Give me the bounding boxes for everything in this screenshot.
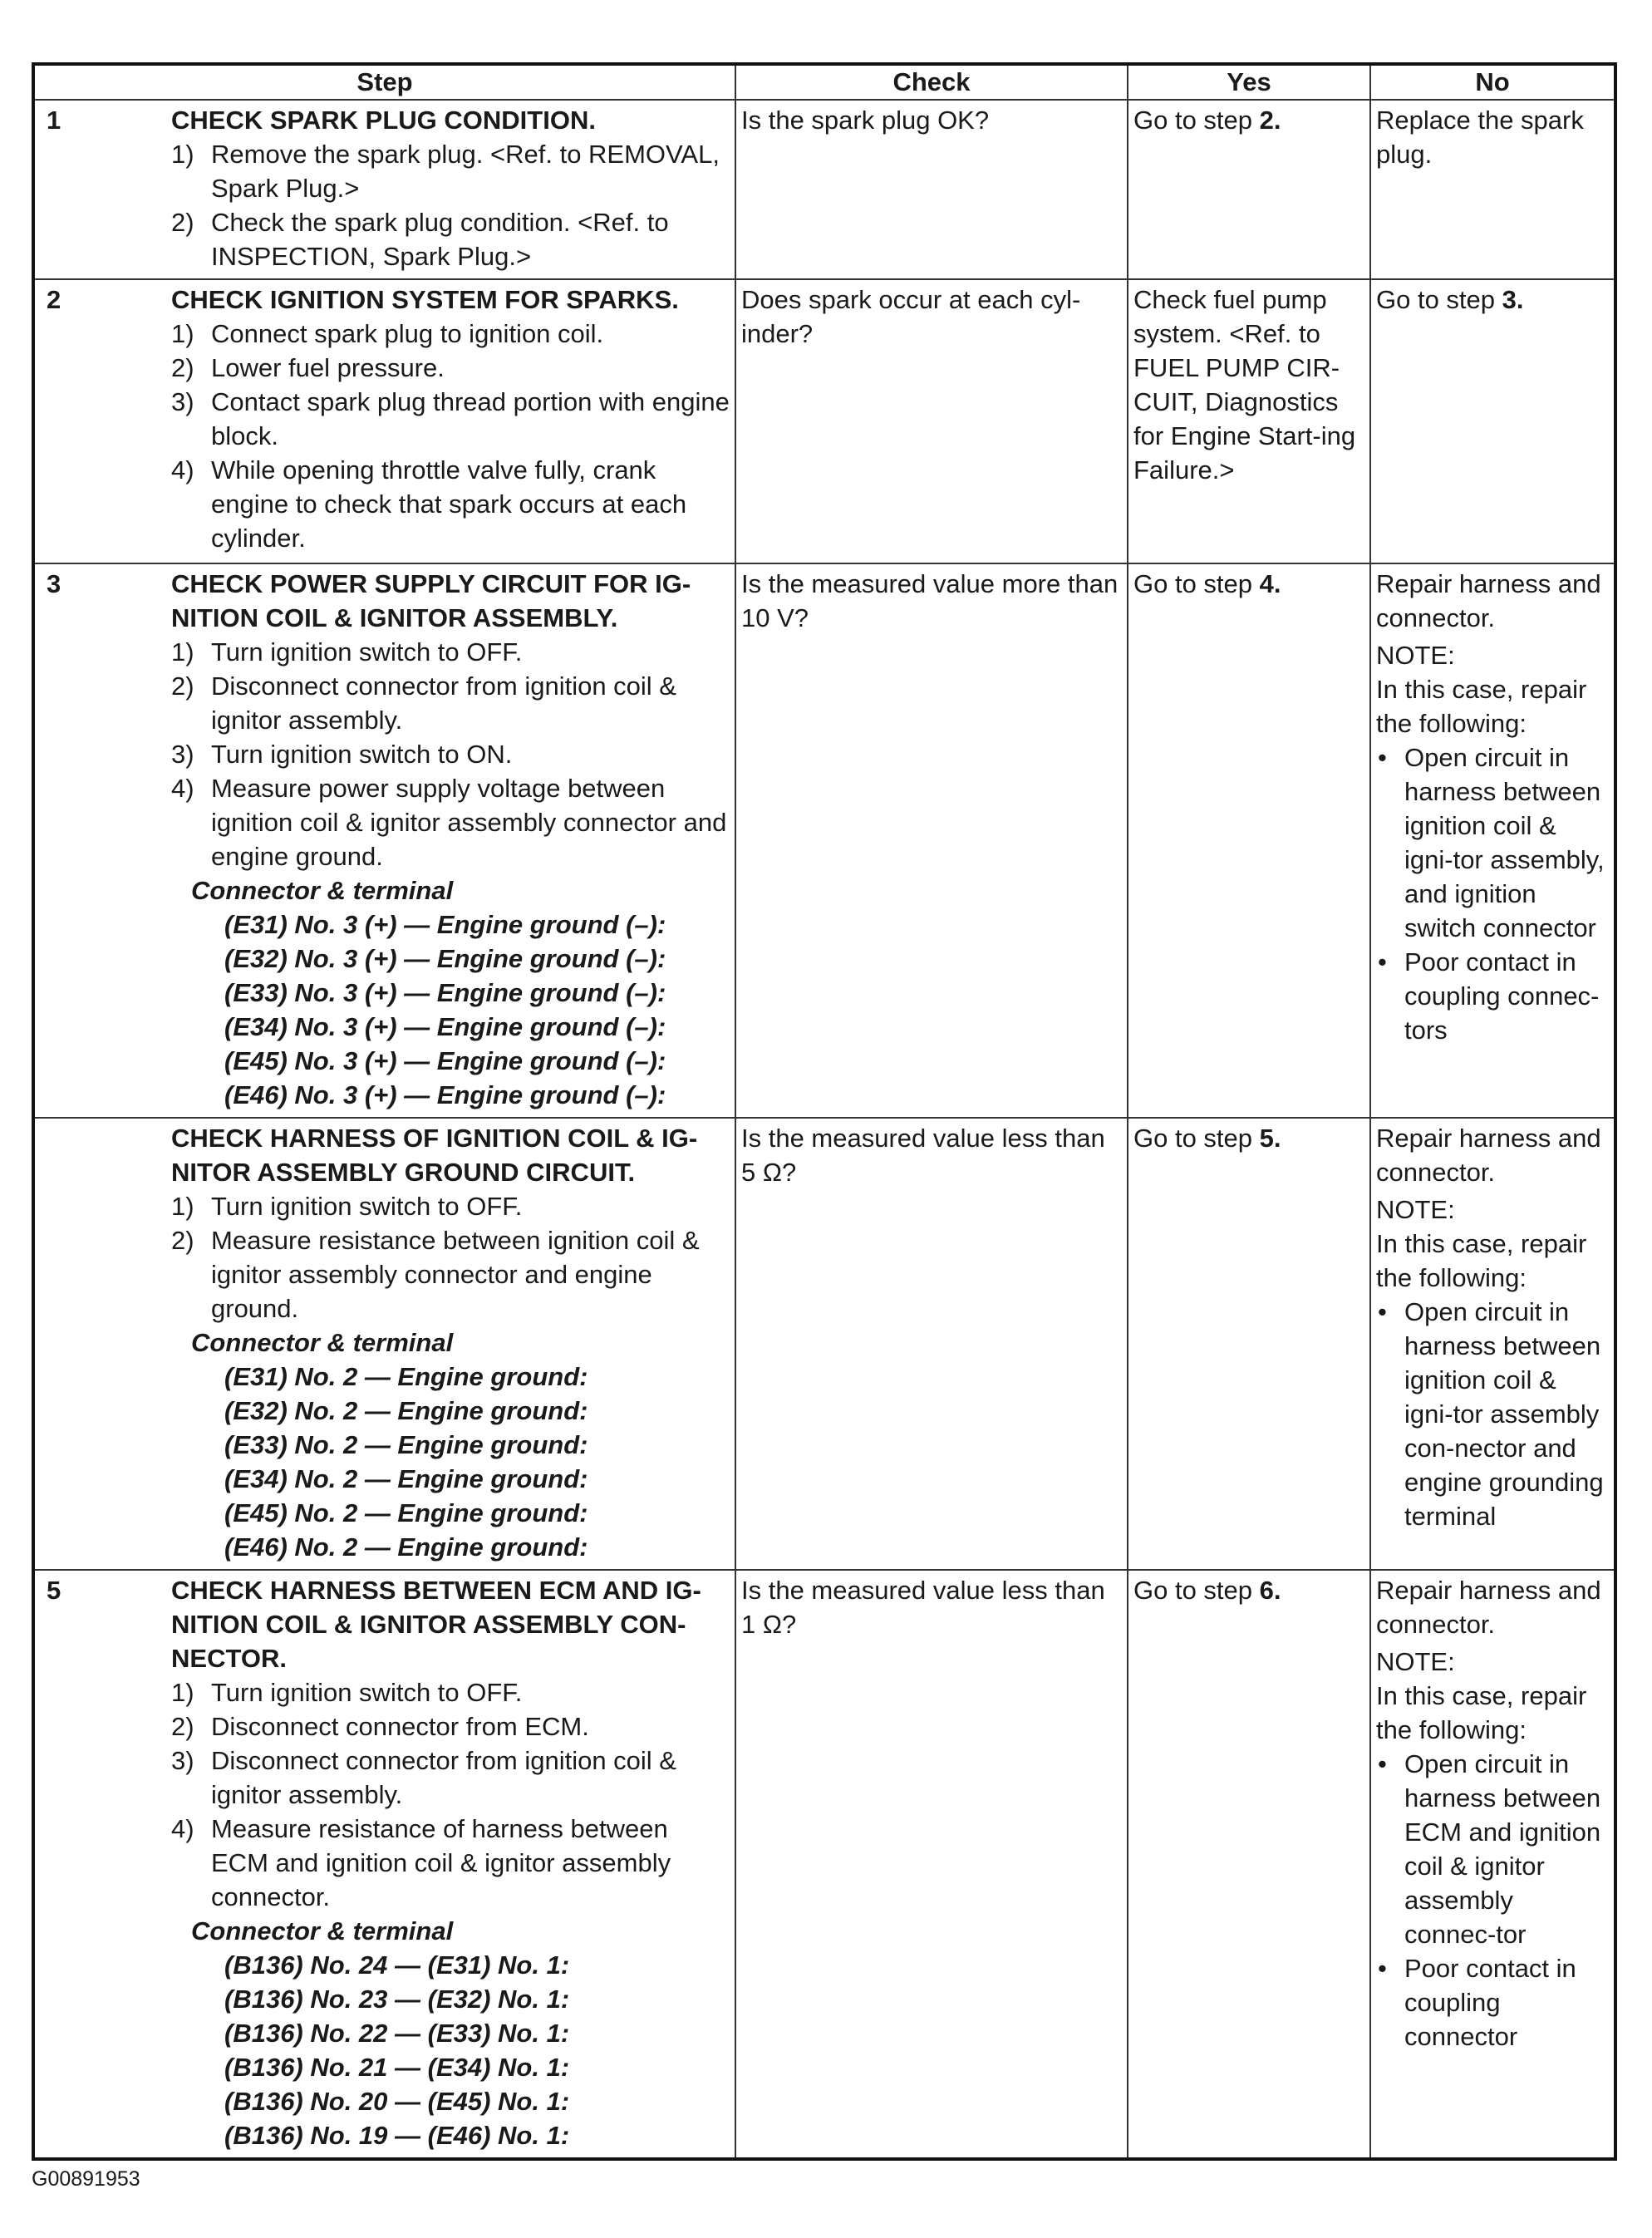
header-yes: Yes — [1128, 64, 1370, 100]
substep-number: 1) — [171, 1678, 194, 1707]
yes-action: Go to step — [1133, 106, 1260, 135]
check-cell — [735, 1118, 1128, 1570]
substep — [171, 1189, 731, 1223]
check-question: Is the measured value less than 1 Ω? — [741, 1576, 1105, 1639]
yes-cell — [1128, 563, 1370, 1118]
substep-list — [40, 1675, 731, 1914]
no-cell — [1370, 279, 1615, 563]
bullet-text: Open circuit in harness between ECM and ignition coil & ignitor assembly connec-tor — [1404, 1749, 1601, 1949]
substep-number: 3) — [171, 387, 194, 416]
substep-text: Turn ignition switch to ON. — [211, 740, 513, 769]
step-title: CHECK HARNESS OF IGNITION COIL & IG-NITOR ASSEMBLY GROUND CIRCUIT. — [171, 1124, 698, 1187]
note-bullet — [1376, 1951, 1610, 2054]
connector-terminal: (E31) No. 2 — Engine ground: — [224, 1362, 588, 1391]
substep-text: Measure power supply voltage between ignition coil & ignitor assembly connector and engine ground. — [211, 774, 727, 871]
connector-terminal: (E46) No. 3 (+) — Engine ground (–): — [224, 1080, 666, 1109]
substep-number: 1) — [171, 637, 194, 666]
table-row — [33, 1570, 1615, 2159]
substep-text: Turn ignition switch to OFF. — [211, 1678, 523, 1707]
substep-text: Disconnect connector from ignition coil & ignitor assembly. — [211, 671, 676, 735]
step-cell — [33, 100, 735, 279]
substep — [171, 351, 731, 385]
check-cell — [735, 279, 1128, 563]
substep — [171, 385, 731, 453]
bullet-icon: • — [1378, 743, 1387, 772]
bullet-icon: • — [1378, 1954, 1387, 1983]
bullet-text: Poor contact in coupling connec-tors — [1404, 947, 1600, 1045]
substep-list — [40, 1189, 731, 1326]
no-cell — [1370, 1570, 1615, 2159]
connector-terminal: (B136) No. 21 — (E34) No. 1: — [224, 2053, 570, 2082]
bullet-text: Open circuit in harness between ignition coil & igni-tor assembly, and ignition switch connector — [1404, 743, 1605, 942]
yes-step-ref: 2. — [1259, 106, 1281, 135]
note-label: NOTE: — [1376, 641, 1455, 670]
substep-text: Check the spark plug condition. <Ref. to INSPECTION, Spark Plug.> — [211, 208, 669, 271]
step-title: CHECK HARNESS BETWEEN ECM AND IG-NITION COIL & IGNITOR ASSEMBLY CON-NECTOR. — [171, 1576, 701, 1673]
check-question: Is the measured value less than 5 Ω? — [741, 1124, 1105, 1187]
connector-terminal: (E46) No. 2 — Engine ground: — [224, 1532, 588, 1562]
note-bullet — [1376, 740, 1610, 945]
substep — [171, 1223, 731, 1326]
table-row — [33, 279, 1615, 563]
step-title: CHECK POWER SUPPLY CIRCUIT FOR IG-NITION COIL & IGNITOR ASSEMBLY. — [171, 569, 691, 632]
connector-terminal: (E33) No. 3 (+) — Engine ground (–): — [224, 978, 666, 1007]
header-no: No — [1370, 64, 1615, 100]
substep-text: While opening throttle valve fully, crank engine to check that spark occurs at each cylinder. — [211, 455, 687, 553]
header-check: Check — [735, 64, 1128, 100]
substep-number: 4) — [171, 455, 194, 484]
figure-id: G00891953 — [32, 2167, 140, 2191]
check-question: Is the measured value more than 10 V? — [741, 569, 1119, 632]
substep — [171, 669, 731, 737]
no-cell — [1370, 1118, 1615, 1570]
table-header-row — [33, 64, 1615, 100]
table-row — [33, 1118, 1615, 1570]
no-action: Repair harness and connector. — [1376, 569, 1601, 632]
yes-action: Go to step — [1133, 1576, 1260, 1605]
substep-number: 2) — [171, 353, 194, 382]
substep — [171, 1709, 731, 1744]
substep-number: 2) — [171, 671, 194, 701]
substep — [171, 1744, 731, 1812]
yes-step-ref: 4. — [1259, 569, 1281, 598]
connector-terminal: (B136) No. 22 — (E33) No. 1: — [224, 2019, 570, 2048]
yes-step-ref: 6. — [1259, 1576, 1281, 1605]
table-row — [33, 100, 1615, 279]
connector-terminal: (E33) No. 2 — Engine ground: — [224, 1430, 588, 1459]
substep-number: 4) — [171, 1814, 194, 1843]
substep-text: Measure resistance between ignition coil & ignitor assembly connector and engine ground. — [211, 1226, 700, 1323]
substep — [171, 453, 731, 555]
step-cell — [33, 279, 735, 563]
substep-list — [40, 317, 731, 555]
substep-text: Connect spark plug to ignition coil. — [211, 319, 604, 348]
no-cell — [1370, 100, 1615, 279]
note-bullet — [1376, 1295, 1610, 1533]
substep-text: Lower fuel pressure. — [211, 353, 445, 382]
substep-list — [40, 137, 731, 273]
yes-action: Go to step — [1133, 569, 1260, 598]
connector-terminal: (E34) No. 2 — Engine ground: — [224, 1464, 588, 1493]
substep-number: 2) — [171, 208, 194, 237]
connector-heading: Connector & terminal — [191, 1328, 454, 1357]
header-step: Step — [33, 64, 735, 100]
yes-cell — [1128, 279, 1370, 563]
yes-cell — [1128, 100, 1370, 279]
note-label: NOTE: — [1376, 1647, 1455, 1676]
no-cell — [1370, 563, 1615, 1118]
substep-number: 2) — [171, 1712, 194, 1741]
connector-terminal: (E45) No. 2 — Engine ground: — [224, 1498, 588, 1527]
connector-terminal: (E32) No. 3 (+) — Engine ground (–): — [224, 944, 666, 973]
connector-terminal: (E34) No. 3 (+) — Engine ground (–): — [224, 1012, 666, 1041]
substep-text: Remove the spark plug. <Ref. to REMOVAL, Spark Plug.> — [211, 140, 720, 203]
step-number: 3 — [47, 569, 61, 598]
check-question: Does spark occur at each cyl-inder? — [741, 285, 1081, 348]
connector-terminal: (E31) No. 3 (+) — Engine ground (–): — [224, 910, 666, 939]
substep — [171, 1675, 731, 1709]
note-intro: In this case, repair the following: — [1376, 675, 1587, 738]
check-cell — [735, 1570, 1128, 2159]
substep-number: 1) — [171, 140, 194, 169]
connector-terminal: (B136) No. 19 — (E46) No. 1: — [224, 2121, 570, 2150]
bullet-text: Open circuit in harness between ignition coil & igni-tor assembly con-nector and engine grounding terminal — [1404, 1297, 1604, 1531]
substep — [171, 737, 731, 771]
yes-cell — [1128, 1570, 1370, 2159]
substep-text: Disconnect connector from ignition coil & ignitor assembly. — [211, 1746, 676, 1809]
connector-terminal: (E32) No. 2 — Engine ground: — [224, 1396, 588, 1425]
substep — [171, 317, 731, 351]
bullet-icon: • — [1378, 1749, 1387, 1778]
step-title: CHECK SPARK PLUG CONDITION. — [171, 106, 596, 135]
step-cell — [33, 1570, 735, 2159]
substep-number: 2) — [171, 1226, 194, 1255]
diagnostic-table — [32, 62, 1617, 2161]
substep-text: Contact spark plug thread portion with engine block. — [211, 387, 730, 450]
step-cell — [33, 1118, 735, 1570]
yes-cell — [1128, 1118, 1370, 1570]
connector-terminal: (B136) No. 20 — (E45) No. 1: — [224, 2087, 570, 2116]
substep — [171, 1812, 731, 1914]
substep-number: 1) — [171, 319, 194, 348]
connector-terminal: (B136) No. 23 — (E32) No. 1: — [224, 1985, 570, 2014]
table-row — [33, 563, 1615, 1118]
no-action: Repair harness and connector. — [1376, 1124, 1601, 1187]
note-intro: In this case, repair the following: — [1376, 1229, 1587, 1292]
no-action: Repair harness and connector. — [1376, 1576, 1601, 1639]
note-bullet — [1376, 1747, 1610, 1951]
no-action: Go to step — [1376, 285, 1502, 314]
substep — [171, 137, 731, 205]
step-number: 2 — [47, 285, 61, 314]
yes-action: Go to step — [1133, 1124, 1260, 1153]
note-bullet — [1376, 945, 1610, 1047]
bullet-text: Poor contact in coupling connector — [1404, 1954, 1576, 2051]
substep-number: 4) — [171, 774, 194, 803]
note-label: NOTE: — [1376, 1195, 1455, 1224]
substep-text: Disconnect connector from ECM. — [211, 1712, 589, 1741]
step-title: CHECK IGNITION SYSTEM FOR SPARKS. — [171, 285, 679, 314]
substep — [171, 635, 731, 669]
substep-list — [40, 635, 731, 873]
check-question: Is the spark plug OK? — [741, 106, 990, 135]
step-number: 1 — [47, 106, 61, 135]
step-cell — [33, 563, 735, 1118]
bullet-icon: • — [1378, 1297, 1387, 1326]
substep-text: Measure resistance of harness between ECM and ignition coil & ignitor assembly connector. — [211, 1814, 671, 1911]
yes-step-ref: 5. — [1259, 1124, 1281, 1153]
substep-text: Turn ignition switch to OFF. — [211, 1192, 523, 1221]
check-cell — [735, 100, 1128, 279]
note-intro: In this case, repair the following: — [1376, 1681, 1587, 1744]
yes-action: Check fuel pump system. <Ref. to FUEL PUMP CIR-CUIT, Diagnostics for Engine Start-ing Failure.> — [1133, 285, 1356, 484]
connector-terminal: (E45) No. 3 (+) — Engine ground (–): — [224, 1046, 666, 1075]
no-step-ref: 3. — [1502, 285, 1524, 314]
connector-terminal: (B136) No. 24 — (E31) No. 1: — [224, 1950, 570, 1980]
no-action: Replace the spark plug. — [1376, 106, 1584, 169]
substep-number: 3) — [171, 1746, 194, 1775]
connector-heading: Connector & terminal — [191, 876, 454, 905]
bullet-icon: • — [1378, 947, 1387, 976]
step-number: 5 — [47, 1576, 61, 1605]
substep-number: 1) — [171, 1192, 194, 1221]
substep-text: Turn ignition switch to OFF. — [211, 637, 523, 666]
substep-number: 3) — [171, 740, 194, 769]
substep — [171, 205, 731, 273]
connector-heading: Connector & terminal — [191, 1916, 454, 1945]
check-cell — [735, 563, 1128, 1118]
substep — [171, 771, 731, 873]
